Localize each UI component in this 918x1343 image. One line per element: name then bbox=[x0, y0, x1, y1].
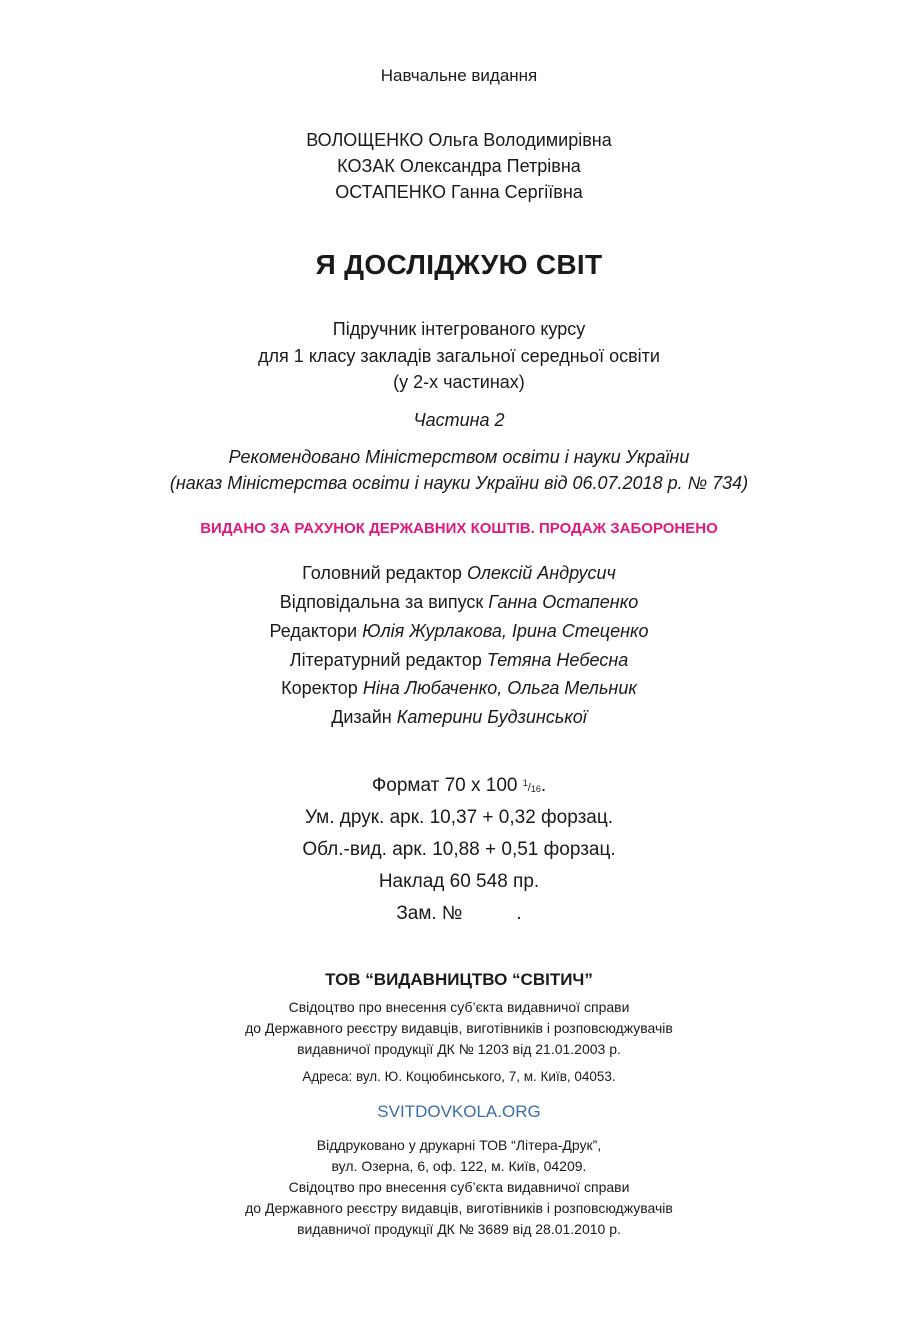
circulation: Наклад 60 548 пр. bbox=[378, 871, 540, 892]
credit-line bbox=[0, 708, 918, 726]
author-line: ВОЛОЩЕНКО Ольга Володимирівна bbox=[306, 130, 612, 150]
author-line: ОСТАПЕНКО Ганна Сергіївна bbox=[335, 182, 583, 202]
sale-prohibited-notice: ВИДАНО ЗА РАХУНОК ДЕРЖАВНИХ КОШТІВ. ПРОДАЖ ЗАБОРОНЕНО bbox=[200, 520, 718, 537]
order-number: Зам. № . bbox=[396, 903, 522, 924]
credit-names: Олексій Андрусич bbox=[466, 563, 616, 583]
publisher-name: ТОВ “ВИДАВНИЦТВО “СВІТИЧ” bbox=[325, 970, 593, 989]
credit-names: Тетяна Небесна bbox=[486, 650, 629, 670]
publication-sheets: Обл.-вид. арк. 10,88 + 0,51 форзац. bbox=[302, 839, 616, 860]
credit-role: Редактори bbox=[269, 621, 358, 641]
website-link[interactable]: SVITDOVKOLA.ORG bbox=[377, 1102, 541, 1121]
credit-line bbox=[0, 679, 918, 697]
credit-names: Юлія Журлакова, Ірина Стеценко bbox=[362, 621, 649, 641]
print-sheets: Ум. друк. арк. 10,37 + 0,32 форзац. bbox=[304, 807, 614, 828]
subtitle-line: для 1 класу закладів загальної середньої освіти bbox=[258, 346, 660, 366]
credit-names: Ніна Любаченко, Ольга Мельник bbox=[362, 678, 637, 698]
format-label: Формат 70 х 100 bbox=[371, 775, 518, 796]
credit-role: Дизайн bbox=[331, 707, 392, 727]
printer-line: вул. Озерна, 6, оф. 122, м. Київ, 04209. bbox=[331, 1158, 587, 1174]
printer-line: Свідоцтво про внесення суб’єкта видавничої справи bbox=[288, 1179, 630, 1195]
subtitle-line: Підручник інтегрованого курсу bbox=[332, 319, 586, 339]
printer-line: до Державного реєстру видавців, виготівників і розповсюджувачів bbox=[245, 1200, 673, 1216]
recommendation-line: Рекомендовано Міністерством освіти і науки України bbox=[228, 447, 690, 467]
publisher-address: Адреса: вул. Ю. Коцюбинського, 7, м. Київ, 04053. bbox=[302, 1069, 616, 1084]
credit-names: Ганна Остапенко bbox=[488, 592, 639, 612]
book-title: Я ДОСЛІДЖУЮ СВІТ bbox=[315, 249, 603, 280]
part-number: Частина 2 bbox=[413, 410, 505, 430]
format-line: Формат 70 х 100 $^1/_{16}$. bbox=[371, 775, 547, 796]
format-numerator: 1 bbox=[522, 778, 528, 788]
credit-role: Літературний редактор bbox=[289, 650, 482, 670]
certificate-line: до Державного реєстру видавців, виготівників і розповсюджувачів bbox=[245, 1020, 673, 1036]
credit-line bbox=[0, 622, 918, 640]
credit-role: Відповідальна за випуск bbox=[279, 592, 484, 612]
credit-role: Головний редактор bbox=[302, 563, 462, 583]
subtitle-line: (у 2-х частинах) bbox=[393, 372, 525, 392]
format-denominator: 16 bbox=[530, 784, 541, 794]
certificate-line: Свідоцтво про внесення суб’єкта видавничої справи bbox=[288, 999, 630, 1015]
certificate-line: видавничої продукції ДК № 1203 від 21.01.2003 р. bbox=[297, 1041, 621, 1057]
credit-names: Катерини Будзинської bbox=[396, 707, 587, 727]
credit-line bbox=[0, 593, 918, 611]
credit-line bbox=[0, 564, 918, 582]
printer-line: Віддруковано у друкарні ТОВ “Літера-Друк”, bbox=[316, 1137, 602, 1153]
credit-role: Коректор bbox=[281, 678, 358, 698]
printer-line: видавничої продукції ДК № 3689 від 28.01.2010 р. bbox=[297, 1221, 621, 1237]
recommendation-line: (наказ Міністерства освіти і науки України від 06.07.2018 р. № 734) bbox=[169, 473, 749, 493]
author-line: КОЗАК Олександра Петрівна bbox=[337, 156, 581, 176]
edition-type: Навчальне видання bbox=[380, 66, 538, 85]
credit-line bbox=[0, 651, 918, 669]
